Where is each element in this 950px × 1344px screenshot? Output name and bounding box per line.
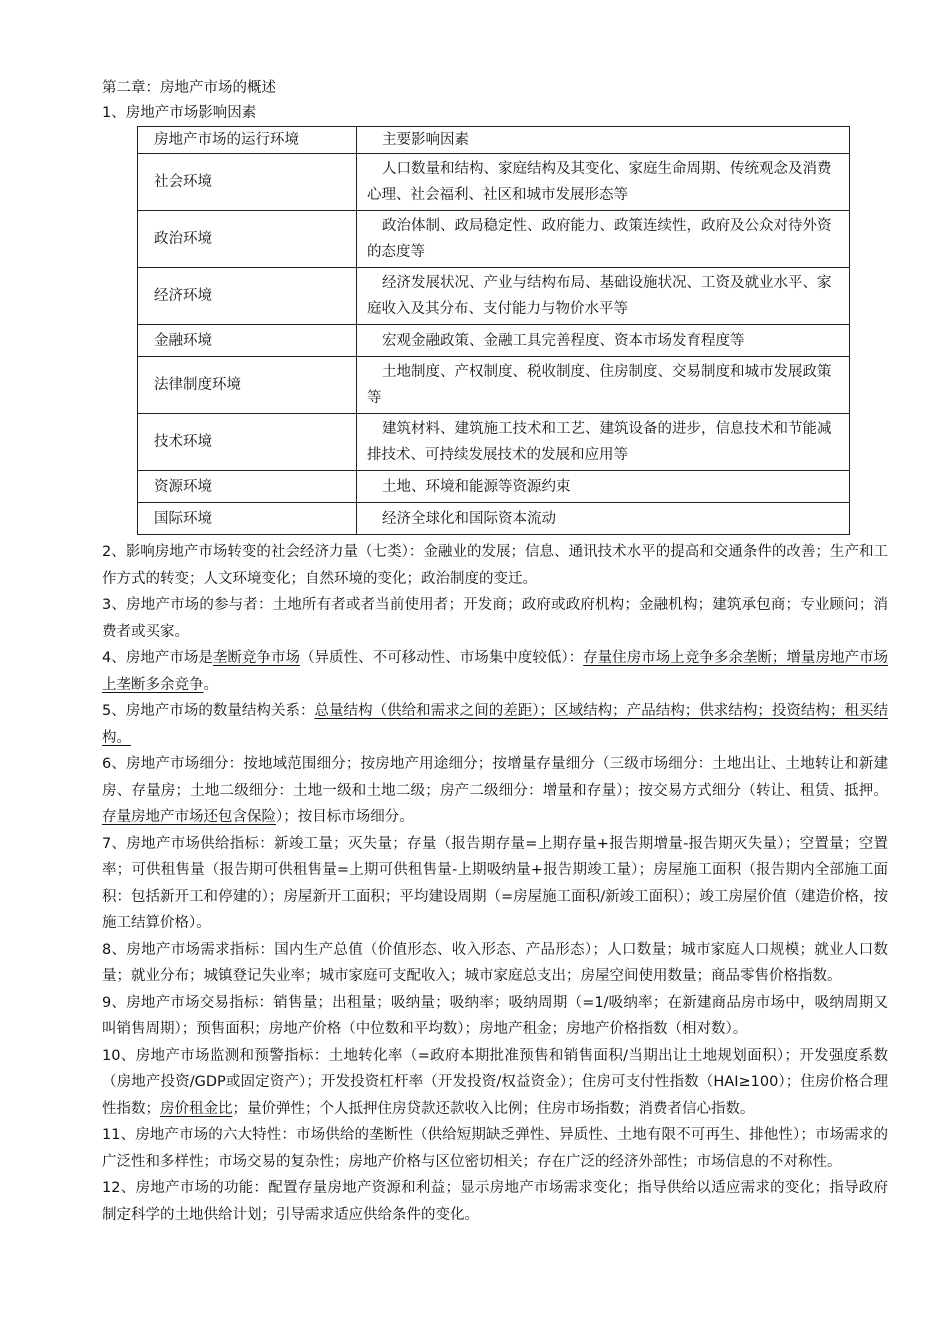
paragraph-monitoring-indicators xyxy=(102,1043,888,1123)
environment-factors-table xyxy=(137,126,850,535)
table-cell-factors: 经济全球化和国际资本流动 xyxy=(357,503,850,535)
text-run: 5、房地产市场的数量结构关系： xyxy=(102,703,315,719)
table-row xyxy=(138,268,850,325)
text-run: ）；按目标市场细分。 xyxy=(276,809,414,825)
section-title: 1、房地产市场影响因素 xyxy=(102,105,257,121)
document-page xyxy=(102,76,888,1228)
text-run: 4、房地产市场是 xyxy=(102,650,213,666)
table-row xyxy=(138,414,850,471)
chapter-title: 第二章：房地产市场的概述 xyxy=(102,80,276,96)
table-cell-env: 社会环境 xyxy=(138,154,357,211)
paragraph-demand-indicators: 8、房地产市场需求指标：国内生产总值（价值形态、收入形态、产品形态）；人口数量；城市家庭人口规模；就业人口数量；就业分布；城镇登记失业率；城市家庭可支配收入；城市家庭总支出；房屋空间使用数量；商品零售价格指数。 xyxy=(102,941,888,984)
text-run: 10、房地产市场监测和预警指标：土地转化率（=政府本期批准预售和销售面积/当期出让土地规划面积）；开发强度系数（房地产投资/GDP或固定资产）；开发投资杠杆率（开发投资/权益资金）；住房可支付性指数（HAI≥100）；住房价格合理性指数； xyxy=(102,1047,888,1117)
paragraph-market-characteristics: 11、房地产市场的六大特性：市场供给的垄断性（供给短期缺乏弹性、异质性、土地有限不可再生、排他性）；市场需求的广泛性和多样性；市场交易的复杂性；房地产价格与区位密切相关；存在广泛的经济外部性；市场信息的不对称性。 xyxy=(102,1127,888,1170)
table-header-cell: 房地产市场的运行环境 xyxy=(138,127,357,154)
table-cell-factors: 经济发展状况、产业与结构布局、基础设施状况、工资及就业水平、家庭收入及其分布、支付能力与物价水平等 xyxy=(357,268,850,325)
table-cell-factors: 宏观金融政策、金融工具完善程度、资本市场发育程度等 xyxy=(357,325,850,357)
table-cell-env: 政治环境 xyxy=(138,211,357,268)
table-cell-env: 技术环境 xyxy=(138,414,357,471)
table-cell-env: 国际环境 xyxy=(138,503,357,535)
table-cell-factors: 政治体制、政局稳定性、政府能力、政策连续性，政府及公众对待外资的态度等 xyxy=(357,211,850,268)
underlined-text: 总量结构（供给和需求之间的差距）；区域结构；产品结构；供求结构；投资结构；租买结构。 xyxy=(102,703,888,746)
table-header-row xyxy=(138,127,850,154)
paragraph-transaction-indicators: 9、房地产市场交易指标：销售量；出租量；吸纳量；吸纳率；吸纳周期（=1/吸纳率；在新建商品房市场中，吸纳周期又叫销售周期）；预售面积；房地产价格（中位数和平均数）；房地产租金；房地产价格指数（相对数）。 xyxy=(102,994,888,1037)
table-cell-env: 金融环境 xyxy=(138,325,357,357)
table-row xyxy=(138,211,850,268)
text-run: （异质性、不可移动性、市场集中度较低）： xyxy=(300,650,584,666)
text-run: 。 xyxy=(203,676,218,693)
table-header-cell: 主要影响因素 xyxy=(357,127,850,154)
table-row xyxy=(138,357,850,414)
underlined-text: 房价租金比 xyxy=(160,1100,233,1117)
paragraph-social-forces: 2、影响房地产市场转变的社会经济力量（七类）：金融业的发展；信息、通讯技术水平的提高和交通条件的改善；生产和工作方式的转变；人文环境变化；自然环境的变化；政治制度的变迁。 xyxy=(102,544,888,587)
table-cell-factors: 土地制度、产权制度、税收制度、住房制度、交易制度和城市发展政策等 xyxy=(357,357,850,414)
table-cell-env: 经济环境 xyxy=(138,268,357,325)
table-cell-env: 法律制度环境 xyxy=(138,357,357,414)
paragraph-market-type xyxy=(102,645,888,698)
text-run: ；量价弹性；个人抵押住房贷款还款收入比例；住房市场指数；消费者信心指数。 xyxy=(232,1100,755,1117)
table-row xyxy=(138,325,850,357)
paragraph-quantity-structure xyxy=(102,698,888,751)
table-cell-factors: 土地、环境和能源等资源约束 xyxy=(357,471,850,503)
paragraph-supply-indicators: 7、房地产市场供给指标：新竣工量；灭失量；存量（报告期存量=上期存量+报告期增量-报告期灭失量）；空置量；空置率；可供租售量（报告期可供租售量=上期可供租售量-上期吸纳量+报告期竣工量）；房屋施工面积（报告期内全部施工面积：包括新开工和停建的）；房屋新开工面积；平均建设周期（=房屋施工面积/新竣工面积）；竣工房屋价值（建造价格，按施工结算价格）。 xyxy=(102,835,888,931)
paragraph-market-segmentation xyxy=(102,751,888,831)
table-cell-env: 资源环境 xyxy=(138,471,357,503)
table-cell-factors: 人口数量和结构、家庭结构及其变化、家庭生命周期、传统观念及消费心理、社会福利、社区和城市发展形态等 xyxy=(357,154,850,211)
paragraph-participants: 3、房地产市场的参与者：土地所有者或者当前使用者；开发商；政府或政府机构；金融机构；建筑承包商；专业顾问；消费者或买家。 xyxy=(102,597,888,640)
underlined-text: 存量房地产市场还包含保险 xyxy=(102,809,276,825)
underlined-text: 存量住房市场上竞争多余垄断；增量房地产市场上垄断多余竞争 xyxy=(102,650,889,693)
underlined-text: 垄断竞争市场 xyxy=(212,650,301,666)
text-run: 6、房地产市场细分：按地域范围细分；按房地产用途细分；按增量存量细分（三级市场细分：土地出让、土地转让和新建房、存量房；土地二级细分：土地一级和土地二级；房产二级细分：增量和存量）；按交易方式细分（转让、租赁、抵押。 xyxy=(102,756,888,799)
table-row xyxy=(138,503,850,535)
table-cell-factors: 建筑材料、建筑施工技术和工艺、建筑设备的进步，信息技术和节能减排技术、可持续发展技术的发展和应用等 xyxy=(357,414,850,471)
table-row xyxy=(138,471,850,503)
paragraph-market-functions: 12、房地产市场的功能：配置存量房地产资源和利益；显示房地产市场需求变化；指导供给以适应需求的变化；指导政府制定科学的土地供给计划；引导需求适应供给条件的变化。 xyxy=(102,1180,888,1223)
table-row xyxy=(138,154,850,211)
